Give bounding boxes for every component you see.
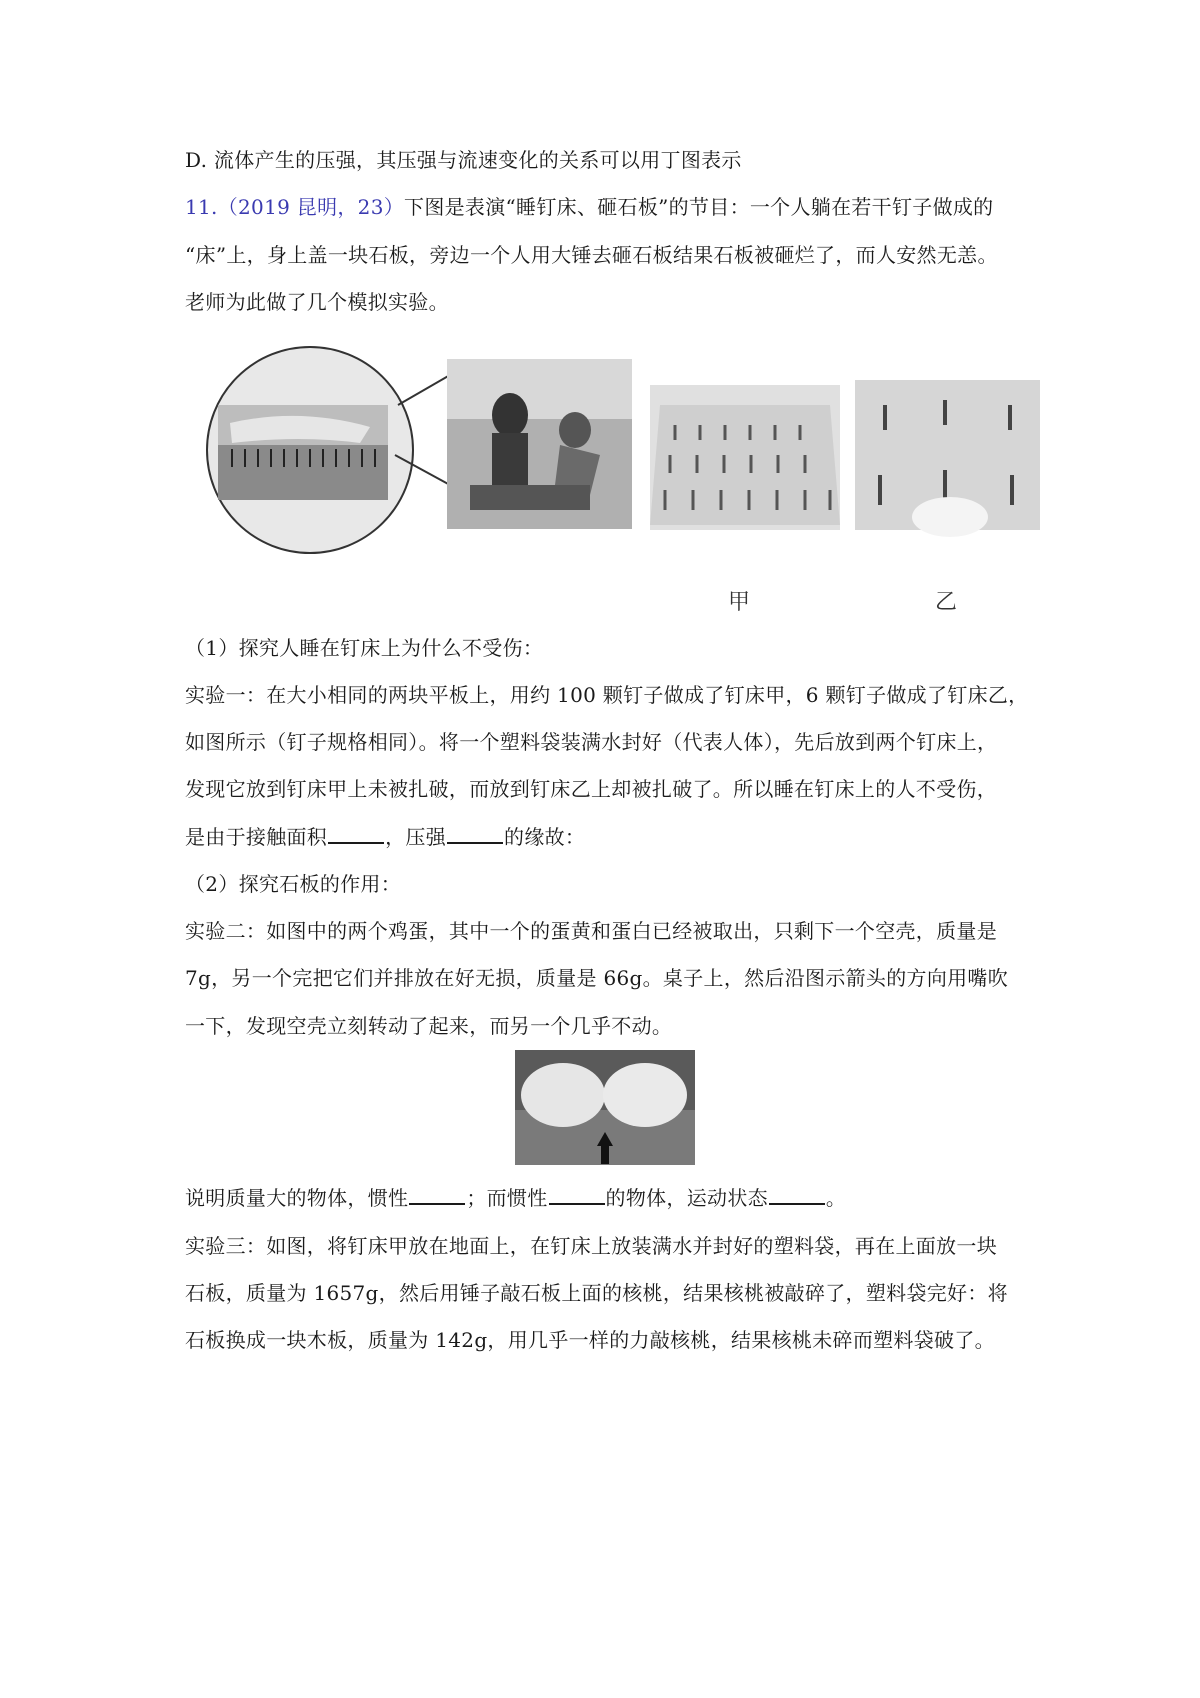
egg-left	[521, 1063, 605, 1127]
experiment-2-line-2: 7g，另一个完把它们并排放在好无损，质量是 66g。桌子上，然后沿图示箭头的方向用嘴吹	[185, 966, 1009, 990]
question-11-line-2: “床”上，身上盖一块石板，旁边一个人用大锤去砸石板结果石板被砸烂了，而人安然无恙。	[185, 243, 998, 267]
answer-blank-1[interactable]	[328, 824, 384, 844]
question-11-line-3: 老师为此做了几个模拟实验。	[185, 290, 449, 314]
eggs-photo	[515, 1050, 695, 1165]
experiment-2-line-1: 实验二：如图中的两个鸡蛋，其中一个的蛋黄和蛋白已经被取出，只剩下一个空壳，质量是	[185, 919, 997, 943]
experiment-2-conclusion: 说明质量大的物体，惯性 ；而惯性 的物体，运动状态 。	[185, 1186, 847, 1210]
caption-jia: 甲	[728, 590, 751, 615]
experiment-1-line-1: 实验一：在大小相同的两块平板上，用约 100 颗钉子做成了钉床甲，6 颗钉子做成了钉床乙，	[185, 683, 1029, 707]
answer-blank-4[interactable]	[549, 1185, 605, 1205]
figure-svg	[0, 345, 1200, 585]
experiment-1-line-4: 是由于接触面积 ，压强 的缘故：	[185, 825, 586, 849]
caption-yi: 乙	[935, 590, 958, 615]
answer-blank-3[interactable]	[409, 1185, 465, 1205]
answer-blank-5[interactable]	[769, 1185, 825, 1205]
option-d: D. 流体产生的压强，其压强与流速变化的关系可以用丁图表示	[185, 148, 742, 172]
question-number: 11.	[185, 195, 218, 219]
sub-question-2: （2）探究石板的作用：	[185, 872, 402, 896]
question-source: （2019 昆明，23）	[217, 195, 405, 219]
experiment-3-line-3: 石板换成一块木板，质量为 142g，用几乎一样的力敲核桃，结果核桃未碎而塑料袋破了。	[185, 1328, 995, 1352]
sub-question-1: （1）探究人睡在钉床上为什么不受伤：	[185, 636, 544, 660]
experiment-3-line-1: 实验三：如图，将钉床甲放在地面上，在钉床上放装满水并封好的塑料袋，再在上面放一块	[185, 1234, 997, 1258]
answer-blank-2[interactable]	[447, 824, 503, 844]
question-11-line-1: 11.（2019 昆明，23）下图是表演“睡钉床、砸石板”的节目：一个人躺在若干钉子做成的	[185, 195, 994, 219]
experiment-1-line-2: 如图所示（钉子规格相同）。将一个塑料袋装满水封好（代表人体），先后放到两个钉床上，	[185, 730, 998, 754]
experiment-3-line-2: 石板，质量为 1657g，然后用锤子敲石板上面的核桃，结果核桃被敲碎了，塑料袋完好：将	[185, 1281, 1008, 1305]
experiment-2-line-3: 一下，发现空壳立刻转动了起来，而另一个几乎不动。	[185, 1014, 673, 1038]
experiment-1-line-3: 发现它放到钉床甲上未被扎破，而放到钉床乙上却被扎破了。所以睡在钉床上的人不受伤，	[185, 777, 997, 801]
egg-right	[603, 1063, 687, 1127]
